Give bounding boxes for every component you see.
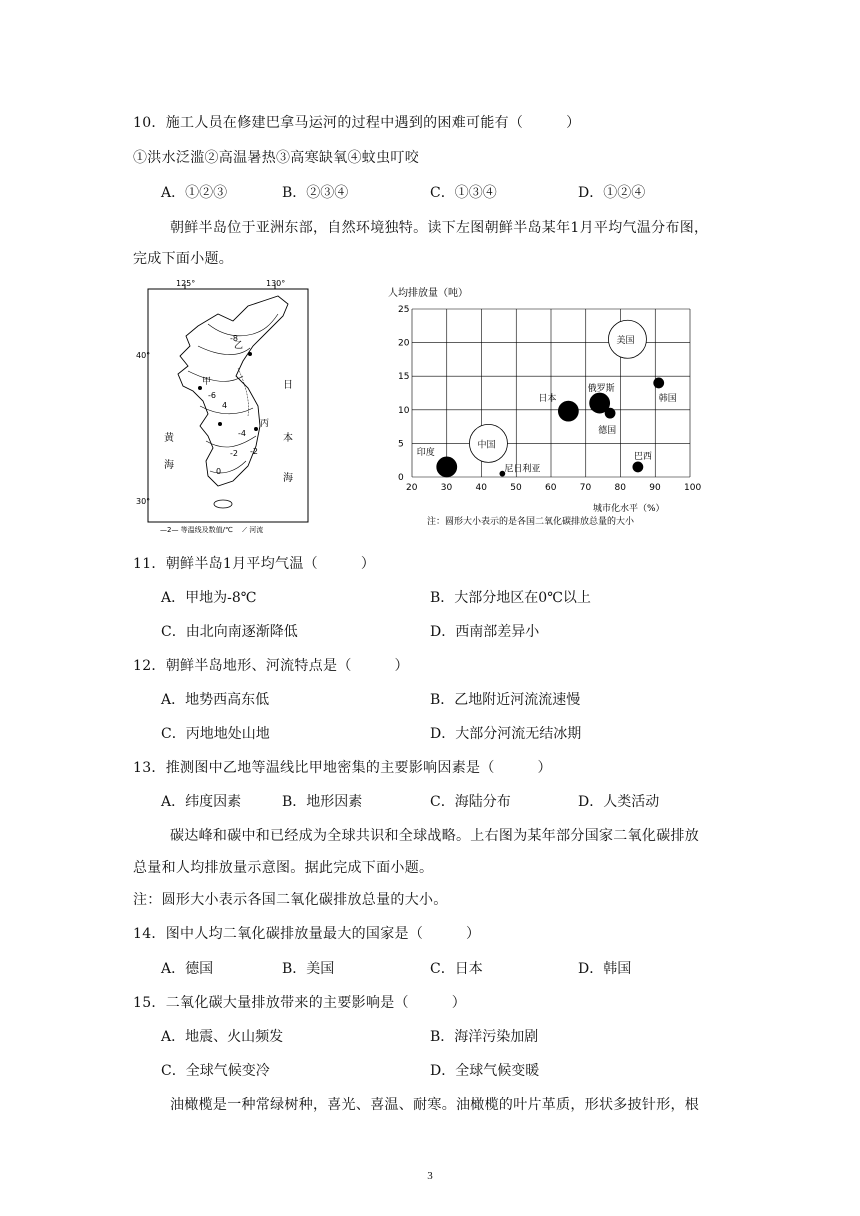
q10-option-d: D．①②④ [578, 185, 646, 201]
label-yi: 乙 [234, 341, 244, 351]
x-tick-label-6: 80 [614, 483, 626, 493]
isotherm-label-7: -2 [250, 447, 258, 456]
q15-option-a: A．地震、火山频发 [161, 1029, 284, 1045]
q10-choices: ①洪水泛滥②高温暑热③高寒缺氧④蚊虫叮咬 [133, 150, 419, 166]
q11-option-c: C．由北向南逐渐降低 [161, 624, 298, 640]
x-tick-label-7: 90 [649, 483, 661, 493]
x-tick-label-3: 50 [510, 483, 522, 493]
q13-option-c: C．海陆分布 [430, 794, 511, 810]
q15-option-b: B．海洋污染加剧 [430, 1029, 539, 1045]
korea-intro-line2: 完成下面小题。 [133, 251, 234, 267]
carbon-intro-note: 注：圆形大小表示各国二氧化碳排放总量的大小。 [133, 892, 448, 908]
jeju-island [214, 500, 232, 508]
label-japan-sea-3: 海 [283, 473, 293, 484]
point-label-8: 巴西 [633, 451, 652, 462]
point-label-0: 美国 [616, 336, 635, 347]
q10-option-c: C．①③④ [430, 185, 497, 201]
q10-option-a: A．①②③ [161, 185, 228, 201]
olive-intro-line1: 油橄榄是一种常绿树种，喜光、喜温、耐寒。油橄榄的叶片革质，形状多披针形，根 [170, 1097, 700, 1113]
label-jia: 甲 [202, 377, 212, 387]
point-label-6: 印度 [416, 447, 435, 458]
q14-option-c: C．日本 [430, 961, 483, 977]
page-number: 3 [427, 1170, 433, 1182]
isotherm-label-4: -2 [230, 449, 238, 458]
y-tick-label-1: 5 [398, 439, 404, 450]
isotherm-label-2: -6 [208, 391, 216, 400]
q11-stem: 11．朝鲜半岛1月平均气温（ ） [133, 556, 376, 572]
q14-option-a: A．德国 [161, 961, 214, 977]
q15-stem: 15．二氧化碳大量排放带来的主要影响是（ ） [133, 995, 467, 1011]
point-dot [218, 422, 222, 426]
label-yellow-sea-2: 海 [164, 460, 174, 471]
isotherm-label-3: -4 [238, 429, 246, 438]
point-label-3: 日本 [538, 394, 557, 405]
lat-label-40: 40° [136, 351, 151, 360]
point-5 [654, 378, 664, 388]
q15-option-c: C．全球气候变冷 [161, 1063, 270, 1079]
korea-intro-line1: 朝鲜半岛位于亚洲东部，自然环境独特。读下左图朝鲜半岛某年1月平均气温分布图， [170, 220, 709, 236]
x-tick-label-4: 60 [545, 483, 557, 493]
point-label-7: 尼日利亚 [504, 464, 541, 475]
isotherm-label-6: 4 [222, 401, 228, 410]
point-bing [254, 427, 258, 431]
isotherm-label-1: -8 [230, 334, 238, 343]
q13-option-a: A．纬度因素 [161, 794, 242, 810]
y-tick-label-4: 20 [398, 338, 410, 349]
point-8 [633, 462, 643, 472]
y-tick-label-0: 0 [398, 473, 404, 483]
q12-option-a: A．地势西高东低 [161, 692, 270, 708]
y-tick-label-3: 15 [398, 372, 410, 383]
point-yi [248, 352, 252, 356]
q11-option-d: D．西南部差异小 [430, 624, 540, 640]
chart-note: 注：圆形大小表示的是各国二氧化碳排放总量的大小 [427, 517, 635, 527]
y-tick-label-5: 25 [398, 305, 410, 315]
point-label-4: 德国 [598, 426, 617, 437]
point-label-2: 俄罗斯 [587, 384, 615, 395]
x-tick-label-2: 40 [475, 483, 487, 493]
q10-option-b: B．②③④ [282, 185, 349, 201]
q10-stem: 10．施工人员在修建巴拿马运河的过程中遇到的困难可能有（ ） [133, 115, 581, 131]
x-tick-label-5: 70 [579, 483, 592, 493]
x-tick-label-0: 20 [406, 483, 418, 493]
label-yellow-sea-1: 黄 [164, 433, 174, 444]
label-bing: 丙 [260, 419, 270, 429]
q14-stem: 14．图中人均二氧化碳排放量最大的国家是（ ） [133, 926, 481, 942]
q15-option-d: D．全球气候变暖 [430, 1063, 540, 1079]
point-label-5: 韩国 [658, 393, 677, 404]
isotherm-label-5: 0 [216, 467, 222, 476]
korea-temperature-map [138, 276, 316, 536]
q13-stem: 13．推测图中乙地等温线比甲地密集的主要影响因素是（ ） [133, 760, 552, 776]
x-tick-label-1: 30 [440, 483, 453, 493]
q11-option-a: A．甲地为-8℃ [161, 590, 257, 606]
q11-option-b: B．大部分地区在0℃以上 [430, 590, 591, 606]
q12-option-d: D．大部分河流无结冰期 [430, 726, 582, 742]
lon-label-130: 130° [266, 279, 286, 288]
lon-label-125: 125° [176, 279, 196, 288]
q13-option-b: B．地形因素 [282, 794, 363, 810]
point-label-1: 中国 [477, 440, 496, 451]
carbon-intro-line2: 总量和人均排放量示意图。据此完成下面小题。 [133, 860, 434, 876]
q14-option-d: D．韩国 [578, 961, 632, 977]
chart-ylabel: 人均排放量（吨） [388, 288, 468, 299]
q12-option-c: C．丙地地处山地 [161, 726, 270, 742]
q12-stem: 12．朝鲜半岛地形、河流特点是（ ） [133, 658, 409, 674]
x-tick-label-8: 100 [684, 483, 702, 493]
label-japan-sea-2: 本 [283, 433, 293, 444]
co2-emission-chart [380, 282, 710, 532]
carbon-intro-line1: 碳达峰和碳中和已经成为全球共识和全球战略。上右图为某年部分国家二氧化碳排放 [170, 828, 700, 844]
q13-option-d: D．人类活动 [578, 794, 660, 810]
chart-xlabel: 城市化水平（%） [593, 504, 665, 514]
point-4 [605, 408, 615, 418]
point-3 [558, 401, 578, 421]
q14-option-b: B．美国 [282, 961, 335, 977]
lat-label-30: 30° [136, 497, 151, 506]
q12-option-b: B．乙地附近河流流速慢 [430, 692, 581, 708]
point-6 [437, 457, 457, 477]
map-legend: —2— 等温线及数值/℃ ⟋ 河流 [160, 526, 264, 534]
label-japan-sea-1: 日 [283, 380, 293, 391]
y-tick-label-2: 10 [398, 405, 410, 416]
